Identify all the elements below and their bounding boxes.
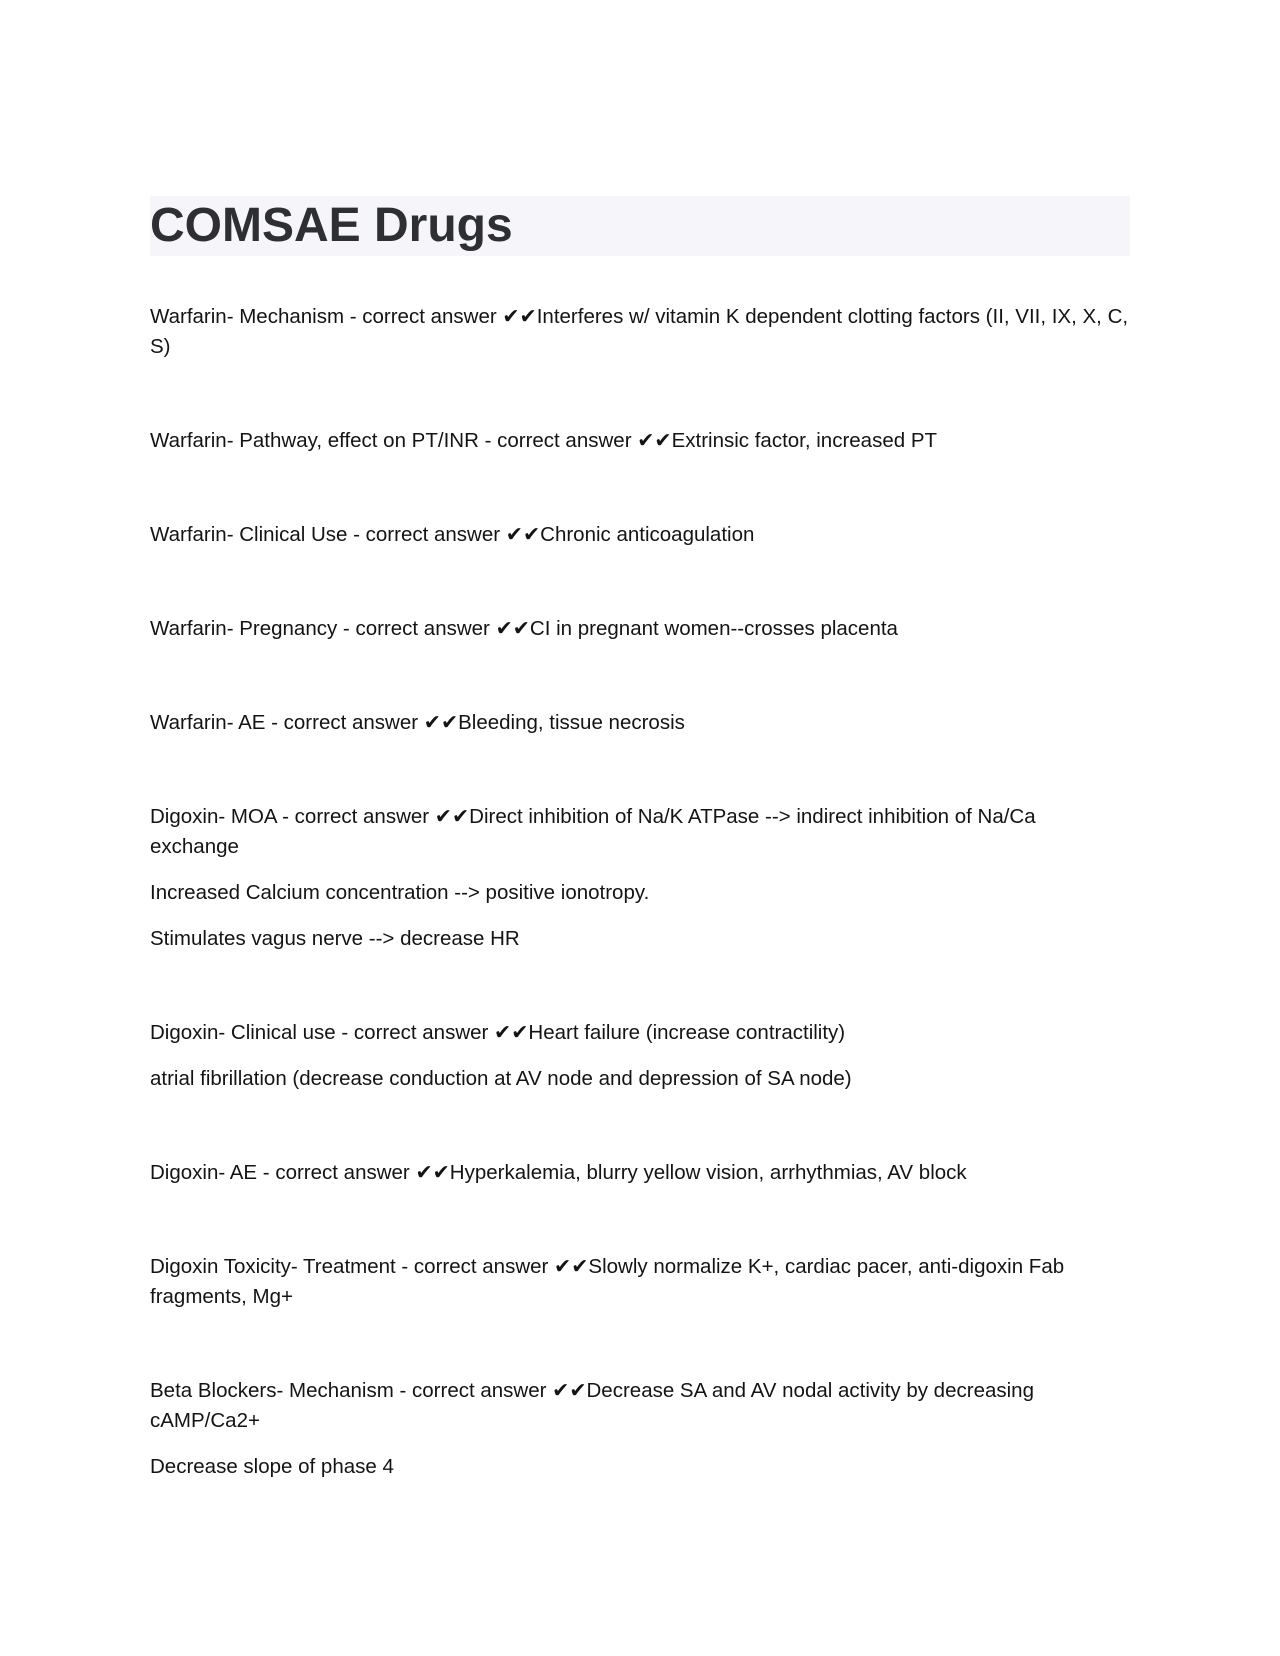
flashcard-entry: [150, 1252, 1130, 1312]
flashcard-list: [150, 302, 1130, 1482]
flashcard-entry: [150, 520, 1130, 550]
entry-line: Increased Calcium concentration --> positive ionotropy.: [150, 881, 650, 904]
document-title: COMSAE Drugs: [150, 199, 513, 252]
flashcard-entry: [150, 614, 1130, 644]
entry-line: Digoxin- AE - correct answer ✔✔Hyperkalemia, blurry yellow vision, arrhythmias, AV block: [150, 1161, 967, 1184]
document-page: [150, 196, 1130, 1546]
flashcard-entry: [150, 708, 1130, 738]
flashcard-entry: [150, 802, 1130, 954]
entry-line: Warfarin- Mechanism - correct answer ✔✔Interferes w/ vitamin K dependent clotting factors (II, VII, IX, X, C, S): [150, 305, 1129, 358]
flashcard-entry: [150, 1018, 1130, 1094]
entry-line: Digoxin- MOA - correct answer ✔✔Direct inhibition of Na/K ATPase --> indirect inhibition of Na/Ca exchange: [150, 805, 1036, 858]
entry-line: Decrease slope of phase 4: [150, 1455, 394, 1478]
entry-line: Beta Blockers- Mechanism - correct answer ✔✔Decrease SA and AV nodal activity by decreasing cAMP/Ca2+: [150, 1379, 1034, 1432]
entry-line: Digoxin- Clinical use - correct answer ✔✔Heart failure (increase contractility): [150, 1021, 846, 1044]
entry-line: Digoxin Toxicity- Treatment - correct answer ✔✔Slowly normalize K+, cardiac pacer, anti-digoxin Fab fragments, Mg+: [150, 1255, 1065, 1308]
flashcard-entry: [150, 302, 1130, 362]
entry-line: Warfarin- AE - correct answer ✔✔Bleeding, tissue necrosis: [150, 711, 685, 734]
flashcard-entry: [150, 1376, 1130, 1482]
title-band: [150, 196, 1130, 256]
entry-line: Stimulates vagus nerve --> decrease HR: [150, 927, 520, 950]
entry-line: Warfarin- Pregnancy - correct answer ✔✔CI in pregnant women--crosses placenta: [150, 617, 898, 640]
entry-line: Warfarin- Clinical Use - correct answer ✔✔Chronic anticoagulation: [150, 523, 755, 546]
flashcard-entry: [150, 426, 1130, 456]
entry-line: atrial fibrillation (decrease conduction at AV node and depression of SA node): [150, 1067, 852, 1090]
flashcard-entry: [150, 1158, 1130, 1188]
entry-line: Warfarin- Pathway, effect on PT/INR - correct answer ✔✔Extrinsic factor, increased PT: [150, 429, 938, 452]
